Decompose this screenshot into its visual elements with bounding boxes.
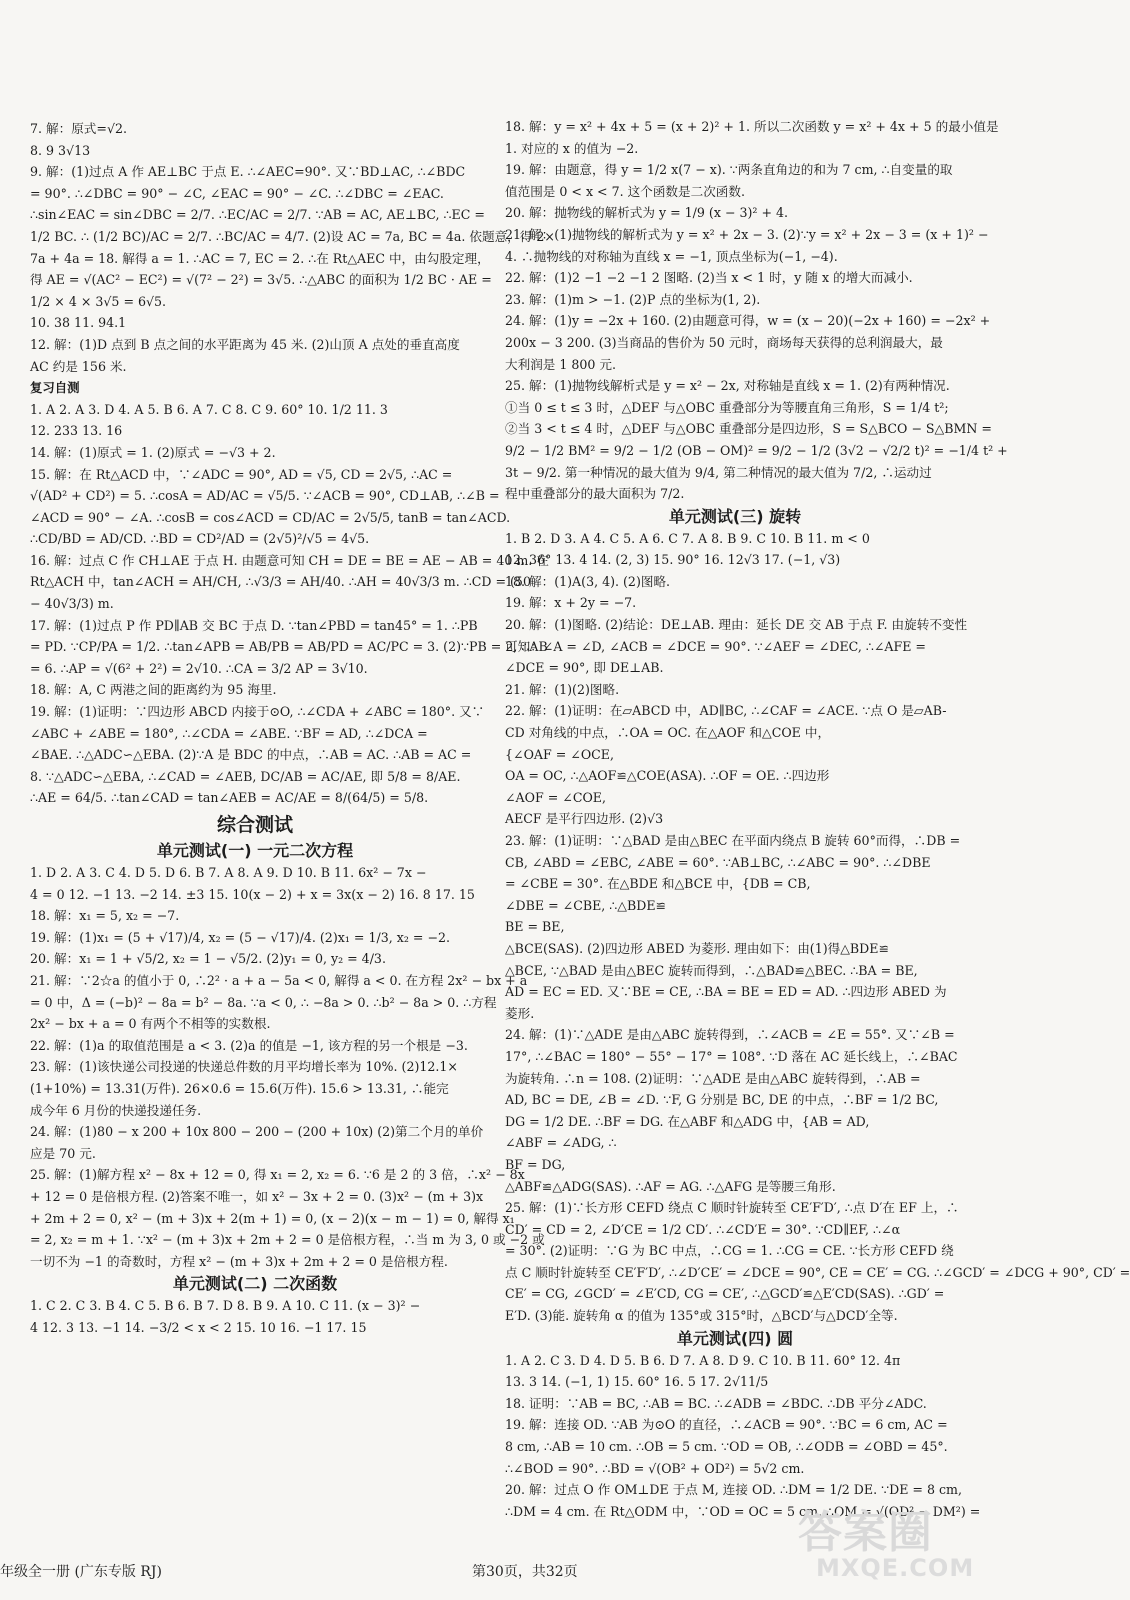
answer-line: ∠BAE. ∴△ADC∽△EBA. (2)∵A 是 BDC 的中点，∴AB = AC. ∴AB = AC =: [30, 747, 472, 763]
answer-line: 8 cm, ∴AB = 10 cm. ∴OB = 5 cm. ∵OD = OB, ∴∠ODB = ∠OBD = 45°.: [505, 1439, 948, 1455]
answer-line: 大利润是 1 800 元.: [505, 356, 617, 372]
answer-line: 22. 解：(1)证明：在▱ABCD 中，AD∥BC, ∴∠CAF = ∠ACE. ∵点 O 是▱AB-: [505, 703, 947, 719]
answer-line: 18. 解：x₁ = 5, x₂ = −7.: [30, 908, 180, 924]
answer-line: ∴sin∠EAC = sin∠DBC = 2/7. ∴EC/AC = 2/7. ∵AB = AC, AE⊥BC, ∴EC =: [30, 207, 485, 223]
answer-line: 7a + 4a = 18. 解得 a = 1. ∴AC = 7, EC = 2. ∴在 Rt△AEC 中，由勾股定理，: [30, 250, 490, 266]
answer-line: AC 约是 156 米.: [30, 358, 127, 374]
answer-line: 21. 解：∵2☆a 的值小于 0, ∴2² · a + a − 5a < 0, 解得 a < 0. 在方程 2x² − bx + a: [30, 972, 528, 988]
answer-line: 20. 解：抛物线的解析式为 y = 1/9 (x − 3)² + 4.: [505, 205, 789, 221]
answer-line: 20. 解：(1)图略. (2)结论：DE⊥AB. 理由：延长 DE 交 AB 于点 F. 由旋转不变性: [505, 617, 968, 633]
answer-line: CD′ = CD = 2, ∠D′CE = 1/2 CD′. ∴∠CD′E = 30°. ∵CD∥EF, ∴∠α: [505, 1221, 901, 1237]
answer-line: 20. 解：过点 O 作 OM⊥DE 于点 M, 连接 OD. ∴DM = 1/2 DE. ∵DE = 8 cm,: [505, 1482, 962, 1498]
answer-line: 19. 解：x + 2y = −7.: [505, 595, 637, 611]
watermark-logo: 答案圈: [798, 1507, 933, 1558]
answer-line: DG = 1/2 DE. ∴BF = DG. 在△ABF 和△ADG 中，{AB = AD,: [505, 1113, 870, 1129]
answer-line: E′D. (3)能. 旋转角 α 的值为 135°或 315°时，△BCD′与△DCD′全等.: [505, 1308, 898, 1324]
answer-line: 为旋转角. ∴n = 108. (2)证明：∵△ADE 是由△ABC 旋转得到，∴AB =: [505, 1070, 921, 1086]
answer-line: 12. 36° 13. 4 14. (2, 3) 15. 90° 16. 12√3 17. (−1, √3): [505, 552, 841, 568]
answer-line: 22. 解：(1)2 −1 −2 −1 2 图略. (2)当 x < 1 时，y 随 x 的增大而减小.: [505, 270, 913, 286]
answer-line: 1. C 2. C 3. B 4. C 5. B 6. B 7. D 8. B 9. A 10. C 11. (x − 3)² −: [30, 1298, 421, 1314]
answer-line: = 90°. ∴∠DBC = 90° − ∠C, ∠EAC = 90° − ∠C. ∴∠DBC = ∠EAC.: [30, 185, 444, 201]
answer-line: 20. 解：x₁ = 1 + √5/2, x₂ = 1 − √5/2. (2)y₁ = 0, y₂ = 4/3.: [30, 951, 386, 967]
answer-line: 可知：∠A = ∠D, ∠ACB = ∠DCE = 90°. ∵∠AEF = ∠DEC, ∴∠AFE =: [505, 638, 926, 654]
answer-line: 1. A 2. A 3. D 4. A 5. B 6. A 7. C 8. C 9. 60° 10. 1/2 11. 3: [30, 401, 388, 417]
answer-line: CB, ∠ABD = ∠EBC, ∠ABE = 60°. ∵AB⊥BC, ∴∠ABC = 90°. ∴∠DBE: [505, 854, 931, 870]
answer-line: ∴∠BOD = 90°. ∴BD = √(OB² + OD²) = 5√2 cm.: [505, 1460, 805, 1476]
answer-line: {∠OAF = ∠OCE,: [505, 746, 614, 762]
part-title: 综合测试: [216, 814, 293, 836]
answer-line: 18. 解：A, C 两港之间的距离约为 95 海里.: [30, 682, 277, 698]
answer-line: 19. 解：(1)x₁ = (5 + √17)/4, x₂ = (5 − √17)/4. (2)x₁ = 1/3, x₂ = −2.: [30, 929, 450, 945]
page-number: 第30页，共32页: [472, 1564, 578, 1580]
section-title: 单元测试(四) 圆: [676, 1328, 794, 1348]
answer-line: − 40√3/3) m.: [30, 596, 114, 612]
answer-line: 10. 38 11. 94.1: [30, 315, 127, 331]
answer-line: ②当 3 < t ≤ 4 时，△DEF 与△OBC 重叠部分是四边形，S = S△BCO − S△BMN =: [505, 421, 992, 437]
section-title: 单元测试(一) 一元二次方程: [156, 841, 354, 860]
answer-line: BE = BE,: [505, 919, 565, 935]
answer-line: 值范围是 0 < x < 7. 这个函数是二次函数.: [505, 183, 745, 199]
answer-line: 1. 对应的 x 的值为 −2.: [505, 140, 639, 156]
answer-line: 24. 解：(1)80 − x 200 + 10x 800 − 200 − (200 + 10x) (2)第二个月的单价: [30, 1124, 484, 1140]
answer-line: ∠AOF = ∠COE,: [505, 789, 606, 805]
answer-line: 成今年 6 月份的快递投递任务.: [30, 1102, 202, 1118]
right-column: [505, 116, 1130, 1522]
answer-line: 19. 解：连接 OD. ∵AB 为⊙O 的直径，∴∠ACB = 90°. ∵BC = 6 cm, AC =: [505, 1417, 948, 1433]
answer-line: OA = OC, ∴△AOF≌△COE(ASA). ∴OF = OE. ∴四边形: [505, 768, 830, 784]
answer-line: 3t − 9/2. 第一种情况的最大值为 9/4, 第二种情况的最大值为 7/2, ∴运动过: [505, 464, 932, 480]
answer-line: 17. 解：(1)过点 P 作 PD∥AB 交 BC 于点 D. ∵tan∠PBD = tan45° = 1. ∴PB: [30, 617, 478, 633]
answer-line: ∠ACD = 90° − ∠A. ∴cosB = cos∠ACD = CD/AC = 2√5/5, tanB = tan∠ACD.: [30, 509, 511, 525]
footer-book-title: 年级全一册 (广东专版 RJ): [0, 1564, 162, 1580]
answer-line: = 2, x₂ = m + 1. ∵x² − (m + 3)x + 2m + 2 = 0 是倍根方程，∴当 m 为 3, 0 或 −2 或: [30, 1232, 545, 1248]
answer-line: 18. 证明：∵AB = BC, ∴AB = BC. ∴∠ADB = ∠BDC. ∴DB 平分∠ADC.: [505, 1395, 927, 1411]
answer-line: 200x − 3 200. (3)当商品的售价为 50 元时，商场每天获得的总利润最大，最: [505, 334, 943, 350]
answer-line: ①当 0 ≤ t ≤ 3 时，△DEF 与△OBC 重叠部分为等腰直角三角形，S = 1/4 t²;: [505, 399, 949, 415]
answer-line: = 30°. (2)证明：∵G 为 BC 中点，∴CG = 1. ∴CG = CE. ∵长方形 CEFD 绕: [505, 1243, 954, 1259]
answer-line: 程中重叠部分的最大面积为 7/2.: [505, 486, 685, 502]
answer-line: 23. 解：(1)证明：∵△BAD 是由△BEC 在平面内绕点 B 旋转 60°而得，∴DB =: [505, 833, 961, 848]
answer-line: 24. 解：(1)∵△ADE 是由△ABC 旋转得到，∴∠ACB = ∠E = 55°. 又∵∠B =: [505, 1027, 955, 1043]
answer-line: 1/2 × 4 × 3√5 = 6√5.: [30, 293, 167, 309]
answer-line: 菱形.: [505, 1005, 535, 1021]
answer-line: ∠ABC + ∠ABE = 180°, ∴∠CDA = ∠ABE. ∵BF = AD, ∴∠DCA =: [30, 725, 428, 741]
answer-line: 19. 解：(1)证明：∵四边形 ABCD 内接于⊙O, ∴∠CDA + ∠ABC = 180°. 又∵: [30, 704, 485, 720]
answer-line: 1. D 2. A 3. C 4. D 5. D 6. B 7. A 8. A 9. D 10. B 11. 6x² − 7x −: [30, 865, 427, 880]
answer-line: 12. 233 13. 16: [30, 423, 123, 439]
answer-line: 12. 解：(1)D 点到 B 点之间的水平距离为 45 米. (2)山顶 A 点处的垂直高度: [30, 336, 460, 352]
answer-line: 14. 解：(1)原式 = 1. (2)原式 = −√3 + 2.: [30, 444, 276, 460]
answer-line: 15. 解：在 Rt△ACD 中，∵∠ADC = 90°, AD = √5, CD = 2√5, ∴AC =: [30, 466, 453, 482]
answer-line: 应是 70 元.: [30, 1145, 96, 1161]
answer-line: ∠ABF = ∠ADG, ∴: [505, 1135, 617, 1151]
answer-line: 17°, ∴∠BAC = 180° − 55° − 17° = 108°. ∵D 落在 AC 延长线上，∴∠BAC: [505, 1048, 958, 1064]
answer-line: 点 C 顺时针旋转至 CE′F′D′, ∴∠D′CE′ = ∠DCE = 90°, CE = CE′ = CG. ∴∠GCD′ = ∠DCG + 90°, CD′ =: [505, 1264, 1130, 1280]
answer-line: = 6. ∴AP = √(6² + 2²) = 2√10. ∴CA = 3/2 AP = 3√10.: [30, 660, 368, 676]
answer-line: 得 AE = √(AC² − EC²) = √(7² − 2²) = 3√5. ∴△ABC 的面积为 1/2 BC · AE =: [30, 272, 492, 288]
answer-line: ∠DBE = ∠CBE, ∴△BDE≌: [505, 897, 667, 913]
answer-line: CD 对角线的中点，∴OA = OC. 在△AOF 和△COE 中，: [505, 725, 831, 741]
watermark: [798, 1496, 988, 1596]
answer-line: 18. 解：y = x² + 4x + 5 = (x + 2)² + 1. 所以二次函数 y = x² + 4x + 5 的最小值是: [505, 119, 999, 134]
answer-line: 23. 解：(1)m > −1. (2)P 点的坐标为(1, 2).: [505, 291, 761, 307]
answer-line: = ∠CBE = 30°. 在△BDE 和△BCE 中，{DB = CB,: [505, 876, 811, 892]
answer-line: = PD. ∵CP/PA = 1/2. ∴tan∠APB = AB/PB = AB/PD = AC/PC = 3. (2)∵PB = 2, ∴AB: [30, 639, 548, 655]
section-title: 单元测试(二) 二次函数: [172, 1274, 338, 1294]
answer-line: = 0 中，Δ = (−b)² − 8a = b² − 8a. ∵a < 0, ∴ −8a > 0. ∴b² − 8a > 0. ∴方程: [30, 994, 497, 1010]
answer-line: ∴CD/BD = AD/CD. ∴BD = CD²/AD = (2√5)²/√5 = 4√5.: [30, 531, 370, 547]
answer-line: (1+10%) = 13.31(万件). 26×0.6 = 15.6(万件). 15.6 > 13.31, ∴能完: [30, 1080, 449, 1096]
answer-line: AD = EC = ED. 又∵BE = CE, ∴BA = BE = ED = AD. ∴四边形 ABED 为: [505, 984, 947, 1000]
answer-line: 9. 解：(1)过点 A 作 AE⊥BC 于点 E. ∴∠AEC=90°. 又∵BD⊥AC, ∴∠BDC: [30, 164, 466, 180]
answer-line: 一切不为 −1 的奇数时，方程 x² − (m + 3)x + 2m + 2 = 0 是倍根方程.: [30, 1253, 448, 1269]
answer-line: 25. 解：(1)抛物线解析式是 y = x² − 2x, 对称轴是直线 x = 1. (2)有两种情况.: [505, 378, 950, 394]
answer-line: 16. 解：过点 C 作 CH⊥AE 于点 H. 由题意可知 CH = DE = BE = AE − AB = 40 m. 在: [30, 552, 549, 568]
answer-line: 8. ∵△ADC∽△EBA, ∴∠CAD = ∠AEB, DC/AB = AC/AE, 即 5/8 = 8/AE.: [30, 768, 461, 784]
subsection-heading: 复习自测: [30, 380, 80, 396]
answer-line: ∴DM = 4 cm. 在 Rt△ODM 中，∵OD = OC = 5 cm, ∴OM = √(OD² − DM²) =: [505, 1503, 981, 1519]
answer-line: AD, BC = DE, ∠B = ∠D. ∵F, G 分别是 BC, DE 的中点，∴BF = 1/2 BC,: [505, 1092, 939, 1108]
answer-line: △BCE, ∵△BAD 是由△BEC 旋转而得到，∴△BAD≌△BEC. ∴BA = BE,: [505, 962, 918, 978]
answer-line: 2x² − bx + a = 0 有两个不相等的实数根.: [30, 1016, 271, 1032]
answer-line: ∠DCE = 90°, 即 DE⊥AB.: [505, 660, 664, 676]
answer-line: ∴AE = 64/5. ∴tan∠CAD = tan∠AEB = AC/AE = 8/(64/5) = 5/8.: [30, 790, 429, 806]
answer-line: 8. 9 3√13: [30, 142, 91, 158]
answer-line: Rt△ACH 中，tan∠ACH = AH/CH, ∴√3/3 = AH/40. ∴AH = 40√3/3 m. ∴CD = (50: [30, 574, 531, 590]
answer-line: 22. 解：(1)a 的取值范围是 a < 3. (2)a 的值是 −1, 该方程的另一个根是 −3.: [30, 1037, 468, 1053]
answer-line: 9/2 − 1/2 BM² = 9/2 − 1/2 (OB − OM)² = 9/2 − 1/2 (3√2 − √2/2 t)² = −1/4 t² +: [505, 442, 1008, 458]
answer-line: 1/2 BC. ∴ (1/2 BC)/AC = 2/7. ∴BC/AC = 4/7. (2)设 AC = 7a, BC = 4a. 依题意，得 2×: [30, 228, 555, 244]
answer-line: 25. 解：(1)∵长方形 CEFD 绕点 C 顺时针旋转至 CE′F′D′, ∴点 D′在 EF 上，∴: [505, 1200, 959, 1216]
answer-line: BF = DG,: [505, 1156, 566, 1172]
answer-line: 1. B 2. D 3. A 4. C 5. A 6. C 7. A 8. B 9. C 10. B 11. m < 0: [505, 530, 870, 546]
answer-line: 4. ∴抛物线的对称轴为直线 x = −1, 顶点坐标为(−1, −4).: [505, 248, 838, 264]
answer-line: 25. 解：(1)解方程 x² − 8x + 12 = 0, 得 x₁ = 2, x₂ = 6. ∵6 是 2 的 3 倍，∴x² − 8x: [30, 1167, 525, 1183]
answer-line: 13. 3 14. (−1, 1) 15. 60° 16. 5 17. 2√11/5: [505, 1374, 769, 1390]
answer-line: △ABF≌△ADG(SAS). ∴AF = AG. ∴△AFG 是等腰三角形.: [505, 1178, 836, 1194]
answer-line: 18. 解：(1)A(3, 4). (2)图略.: [505, 573, 671, 589]
answer-line: △BCE(SAS). (2)四边形 ABED 为菱形. 理由如下：由(1)得△BDE≌: [505, 940, 890, 956]
answer-line: 4 = 0 12. −1 13. −2 14. ±3 15. 10(x − 2) + x = 3x(x − 2) 16. 8 17. 15: [30, 886, 475, 902]
watermark-url: MXQE.COM: [816, 1554, 975, 1582]
answer-line: 7. 解：原式=√2.: [30, 121, 127, 136]
answer-line: CE′ = CG, ∠GCD′ = ∠E′CD, CG = CE′, ∴△GCD′≌△E′CD(SAS). ∴GD′ =: [505, 1286, 945, 1302]
answer-line: 21. 解：(1)抛物线的解析式为 y = x² + 2x − 3. (2)∵y = x² + 2x − 3 = (x + 1)² −: [505, 226, 989, 242]
answer-line: √(AD² + CD²) = 5. ∴cosA = AD/AC = √5/5. ∵∠ACB = 90°, CD⊥AB, ∴∠B =: [30, 488, 500, 504]
answer-line: + 2m + 2 = 0, x² − (m + 3)x + 2(m + 1) = 0, (x − 2)(x − m − 1) = 0, 解得 x₁: [30, 1210, 515, 1226]
answer-line: AECF 是平行四边形. (2)√3: [505, 811, 664, 827]
answer-line: + 12 = 0 是倍根方程. (2)答案不唯一，如 x² − 3x + 2 = 0. (3)x² − (m + 3)x: [30, 1188, 484, 1204]
answer-line: 21. 解：(1)(2)图略.: [505, 681, 620, 697]
answer-line: 23. 解：(1)该快递公司投递的快递总件数的月平均增长率为 10%. (2)12.1×: [30, 1059, 458, 1075]
answer-line: 19. 解：由题意，得 y = 1/2 x(7 − x). ∵两条直角边的和为 7 cm, ∴自变量的取: [505, 162, 953, 178]
answer-line: 1. A 2. C 3. D 4. D 5. B 6. D 7. A 8. D 9. C 10. B 11. 60° 12. 4π: [505, 1352, 901, 1368]
section-title: 单元测试(三) 旋转: [668, 506, 802, 526]
answer-line: 4 12. 3 13. −1 14. −3/2 < x < 2 15. 10 16. −1 17. 15: [30, 1319, 367, 1335]
answer-line: 24. 解：(1)y = −2x + 160. (2)由题意可得，w = (x − 20)(−2x + 160) = −2x² +: [505, 313, 991, 329]
